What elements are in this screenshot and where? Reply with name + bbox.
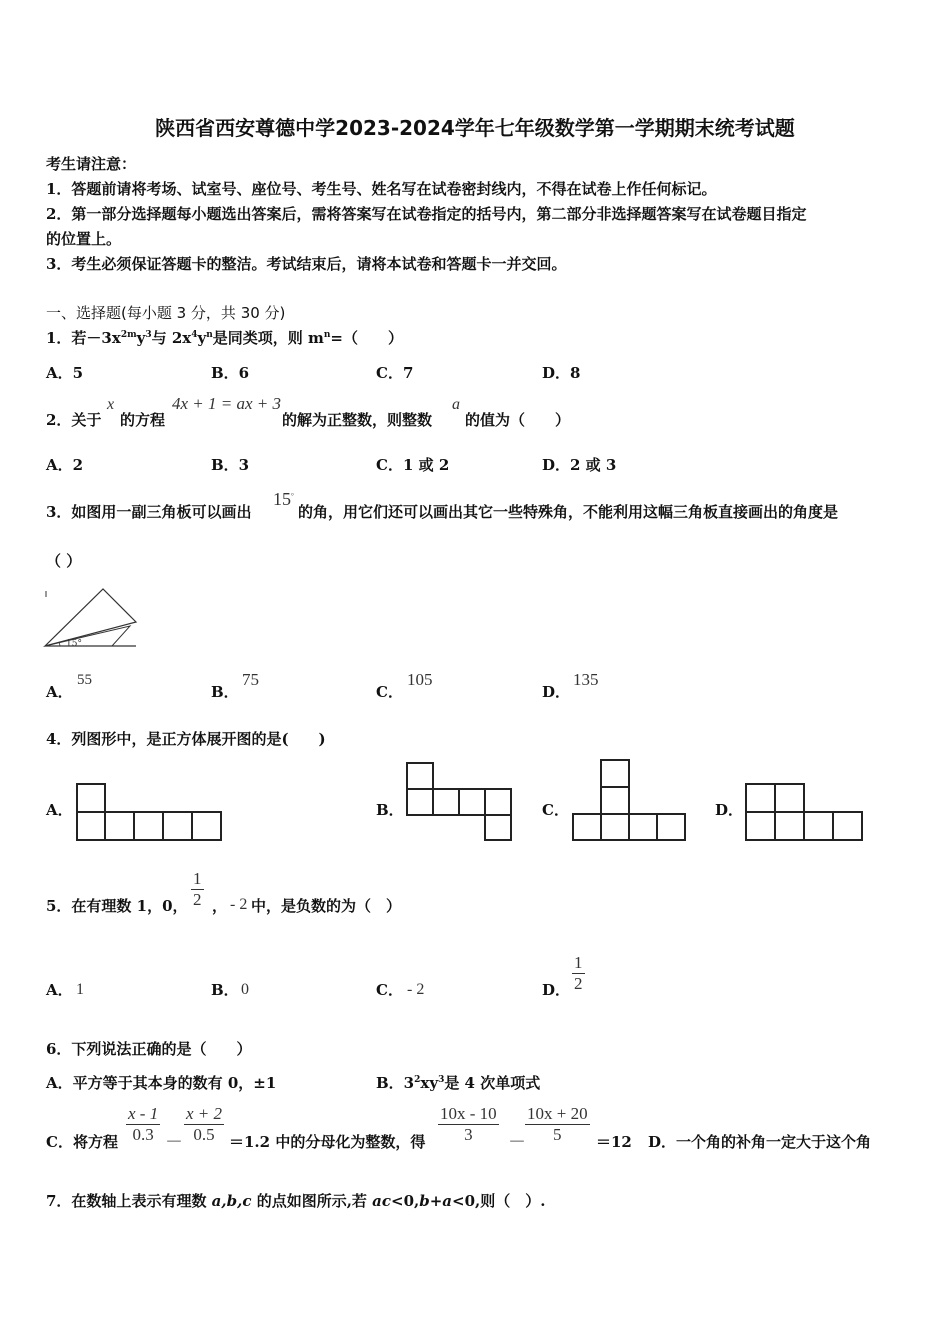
fraction-numerator: 10x - 10 <box>440 1104 497 1123</box>
q5-text-3: 中，是负数的为（ ） <box>251 897 402 915</box>
q3-option-d: D． <box>542 683 571 701</box>
triangle-30-60 <box>45 626 130 646</box>
net-a-square <box>133 811 164 841</box>
q6-minus-2: － <box>508 1132 526 1152</box>
q6-fraction-3 <box>438 1104 499 1145</box>
q2-option-b: B．3 <box>211 456 250 474</box>
q6-fraction-2 <box>184 1104 224 1145</box>
net-d-square <box>832 811 863 841</box>
q5-fraction-half <box>191 869 204 910</box>
net-b-square <box>458 788 486 816</box>
q2-option-a: A．2 <box>46 456 84 474</box>
question-4: 4．列图形中，是正方体展开图的是( ) <box>46 730 326 748</box>
net-b-square <box>432 788 460 816</box>
net-b-square <box>484 788 512 816</box>
fraction-denominator: 5 <box>553 1125 562 1144</box>
triangle-45 <box>45 589 136 646</box>
q5-value-a: 1 <box>76 981 84 998</box>
q5-option-d-fraction <box>572 953 585 994</box>
fraction-numerator: x + 2 <box>186 1104 223 1123</box>
net-a-square <box>76 783 106 813</box>
q5-neg-two: - 2 <box>230 896 248 913</box>
q5-option-c: C． <box>376 981 403 999</box>
fraction-denominator: 0.3 <box>132 1125 154 1144</box>
angle-label: 15° <box>66 639 82 649</box>
triangle-set-figure <box>42 585 142 650</box>
notice-item-3: 3．考生必须保证答题卡的整洁。考试结束后，请将本试卷和答题卡一并交回。 <box>46 255 567 273</box>
section-heading: 一、选择题(每小题 3 分，共 30 分) <box>46 304 286 322</box>
notice-item-2: 2．第一部分选择题每小题选出答案后，需将答案写在试卷指定的括号内，第二部分非选择题答案写在试卷题目指定 <box>46 205 807 223</box>
q3-option-a: A． <box>46 683 73 701</box>
q4-option-a: A． <box>46 801 73 819</box>
q5-text-1: 5．在有理数 1，0， <box>46 897 188 915</box>
q3-value-d: 135 <box>573 670 599 689</box>
q6-option-c-text-2: ＝1.2 中的分母化为整数，得 <box>229 1133 426 1151</box>
q6-minus-1: － <box>165 1132 183 1152</box>
q2-text-2: 的方程 <box>120 411 166 429</box>
q6-fraction-4 <box>525 1104 590 1145</box>
net-d-square <box>745 811 776 841</box>
q5-option-d: D． <box>542 981 571 999</box>
q6-fraction-1 <box>126 1104 160 1145</box>
q4-option-b: B． <box>376 801 404 819</box>
net-d-square <box>745 783 776 813</box>
q5-value-b: 0 <box>241 981 249 998</box>
q3-option-c: C． <box>376 683 403 701</box>
fraction-denominator: 0.5 <box>193 1125 215 1144</box>
page-title: 陕西省西安尊德中学2023-2024学年七年级数学第一学期期末统考试题 <box>155 116 795 140</box>
net-b-square <box>484 814 512 841</box>
question-6: 6．下列说法正确的是（ ） <box>46 1040 252 1058</box>
fraction-denominator: 3 <box>464 1125 473 1144</box>
q6-option-a: A．平方等于其本身的数有 0，±1 <box>46 1074 277 1092</box>
net-a-square <box>162 811 193 841</box>
q3-option-b: B． <box>211 683 239 701</box>
fraction-numerator: 1 <box>574 953 583 972</box>
fraction-denominator: 2 <box>574 974 583 993</box>
net-a-square <box>104 811 135 841</box>
q5-option-a: A． <box>46 981 73 999</box>
q2-option-d: D．2 或 3 <box>542 456 617 474</box>
net-d-square <box>774 811 805 841</box>
q2-var-x: x <box>107 396 115 413</box>
q3-angle: 15° <box>273 489 294 509</box>
net-c-square <box>600 813 630 841</box>
fraction-numerator: 1 <box>193 869 202 888</box>
q4-option-d: D． <box>715 801 744 819</box>
fraction-numerator: 10x + 20 <box>527 1104 588 1123</box>
q1-option-d: D．8 <box>542 364 581 382</box>
net-d-square <box>774 783 805 813</box>
net-c-square <box>572 813 602 841</box>
net-c-square <box>656 813 686 841</box>
net-d-square <box>803 811 834 841</box>
net-c-square <box>600 786 630 815</box>
q3-text-2: 的角，用它们还可以画出其它一些特殊角，不能利用这幅三角板直接画出的角度是 <box>298 503 839 521</box>
q3-value-b: 75 <box>242 670 259 689</box>
q2-option-c: C．1 或 2 <box>376 456 450 474</box>
q2-equation: 4x + 1 = ax + 3 <box>172 394 282 413</box>
q2-text-1: 2．关于 <box>46 411 102 429</box>
notice-item-1: 1．答题前请将考场、试室号、座位号、考生号、姓名写在试卷密封线内，不得在试卷上作任何标记。 <box>46 180 717 198</box>
q3-value-c: 105 <box>407 670 433 689</box>
q2-var-a: a <box>452 396 460 413</box>
q5-text-2: ， <box>212 897 228 915</box>
q6-option-c-text-1: C．将方程 <box>46 1133 118 1151</box>
q5-option-b: B． <box>211 981 239 999</box>
net-c-square <box>600 759 630 788</box>
q1-option-c: C．7 <box>376 364 414 382</box>
q6-option-c-text-3: ＝12 <box>596 1133 632 1151</box>
q3-paren: （ ） <box>46 552 82 570</box>
q4-option-c: C． <box>542 801 569 819</box>
q6-option-b: B．$3^2xy^3$是 4 次单项式 <box>376 1074 541 1092</box>
q1-option-a: A．5 <box>46 364 84 382</box>
notice-item-2-cont: 的位置上。 <box>46 230 122 248</box>
question-7: 7．在数轴上表示有理数 a,b,c 的点如图所示,若 ac<0,b+a<0,则（ ）. <box>46 1192 546 1210</box>
net-a-square <box>191 811 222 841</box>
q6-option-d: D．一个角的补角一定大于这个角 <box>648 1133 872 1151</box>
q2-text-3: 的解为正整数，则整数 <box>282 411 433 429</box>
fraction-numerator: x - 1 <box>128 1104 159 1123</box>
fraction-denominator: 2 <box>193 890 202 909</box>
q1-option-b: B．6 <box>211 364 250 382</box>
net-c-square <box>628 813 658 841</box>
q3-text-1: 3．如图用一副三角板可以画出 <box>46 503 252 521</box>
q3-value-a: 55 <box>77 672 92 688</box>
net-a-square <box>76 811 106 841</box>
net-b-square <box>406 788 434 816</box>
q5-value-c: - 2 <box>407 981 425 998</box>
question-1: 1．若$-3x^{2m}y^3$与 $2x^4y^n$是同类项，则 $m^n=$（ ） <box>46 329 403 347</box>
net-b-square <box>406 762 434 790</box>
notice-heading: 考生请注意： <box>46 155 137 173</box>
q2-text-4: 的值为（ ） <box>465 411 571 429</box>
